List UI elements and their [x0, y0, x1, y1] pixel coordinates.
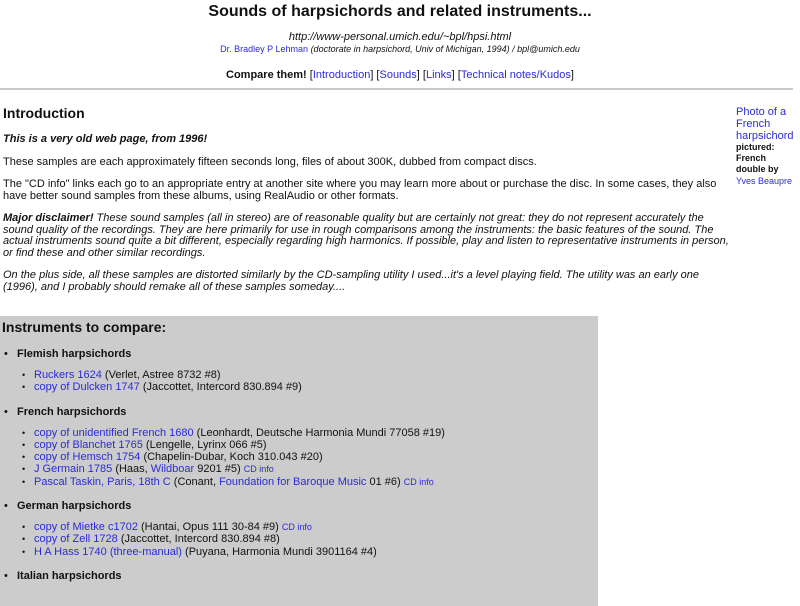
- list-item: [17, 451, 598, 463]
- category-name: • Flemish harpsichords: [17, 348, 132, 360]
- author-line: [0, 44, 800, 55]
- recording-details: (Leonhardt, Deutsche Harmonia Mundi 77058 #19): [193, 426, 445, 439]
- category-list: [0, 347, 598, 583]
- author-affiliation: (doctorate in harpsichord, Univ of Michigan, 1994) / bpl@umich.edu: [310, 44, 580, 54]
- cd-info-link[interactable]: CD info: [243, 464, 274, 475]
- disclaimer-label: Major disclaimer!: [3, 212, 94, 224]
- sample-link[interactable]: copy of Dulcken 1747: [34, 381, 140, 394]
- nav-link-links[interactable]: Links: [425, 69, 452, 81]
- recording-details: (Lengelle, Lyrinx 066 #5): [142, 438, 267, 451]
- list-item: [17, 439, 598, 451]
- sample-link[interactable]: H A Hass 1740 (three-manual): [34, 545, 182, 558]
- recording-details: (Jaccottet, Intercord 830.894 #9): [139, 381, 302, 394]
- nav-link-technical-notes[interactable]: Technical notes/Kudos: [460, 69, 571, 81]
- recording-details: 01 #6): [366, 475, 404, 488]
- list-item: [17, 546, 598, 558]
- category-name: • German harpsichords: [17, 500, 132, 513]
- author-link[interactable]: Dr. Bradley P Lehman: [220, 44, 309, 54]
- cd-info-link[interactable]: CD info: [403, 476, 434, 487]
- list-item: [17, 427, 598, 439]
- recording-details: (Jaccottet, Intercord 830.894 #8): [117, 533, 280, 546]
- category-french: [0, 405, 598, 488]
- compare-nav: Compare them! [Introduction] [Sounds] [Links] [Technical notes/Kudos]: [226, 69, 574, 81]
- recording-details: (Verlet, Astree 8732 #8): [101, 369, 221, 381]
- label-link[interactable]: Wildboar: [150, 463, 195, 476]
- instruments-panel: [0, 316, 598, 606]
- horizontal-divider: [0, 88, 793, 90]
- label-link[interactable]: Foundation for Baroque Music: [219, 475, 367, 488]
- sample-link[interactable]: copy of Zell 1728: [34, 533, 118, 546]
- samples-paragraph: These samples are each approximately fifteen seconds long, files of about 300K, dubbed from compact discs.: [3, 155, 537, 168]
- sample-link[interactable]: copy of Mietke c1702: [34, 521, 138, 534]
- sample-link[interactable]: Ruckers 1624: [34, 369, 102, 381]
- introduction-section: [3, 104, 733, 293]
- maker-link[interactable]: Yves Beaupre: [736, 176, 793, 186]
- list-item: [17, 463, 598, 475]
- page-header: [0, 0, 800, 82]
- recording-details: (Conant,: [170, 475, 220, 488]
- sample-link[interactable]: Pascal Taskin, Paris, 18th C: [34, 475, 171, 488]
- pictured-label: pictured: French double by: [736, 142, 779, 174]
- list-item: [17, 476, 598, 488]
- nav-link-introduction[interactable]: Introduction: [312, 69, 371, 81]
- photo-sidebar: [736, 106, 796, 187]
- recording-details: (Chapelin-Dubar, Koch 310.043 #20): [140, 451, 323, 464]
- list-item: [17, 369, 598, 381]
- cd-info-link[interactable]: CD info: [281, 522, 312, 533]
- nav-link-sounds[interactable]: Sounds: [379, 69, 417, 81]
- list-item: [17, 521, 598, 533]
- page-url: http://www-personal.umich.edu/~bpl/hpsi.html: [288, 31, 512, 43]
- recording-details: (Hantai, Opus 111 30-84 #9): [137, 521, 282, 534]
- category-german: [0, 499, 598, 558]
- list-item: [17, 533, 598, 545]
- plus-side-paragraph: On the plus side, all these samples are distorted similarly by the CD-sampling utility I used...it's a level playing field. The utility was an early one (1996), and I probably should remake all of these samples someday....: [3, 269, 700, 293]
- recording-details: (Haas,: [112, 463, 151, 476]
- compare-label: Compare them!: [226, 69, 307, 81]
- disclaimer-paragraph: [3, 213, 733, 259]
- instrument-list: [17, 521, 598, 558]
- category-italian: [0, 569, 598, 583]
- instrument-list: [17, 369, 598, 394]
- cd-info-paragraph: The "CD info" links each go to an appropriate entry at another site where you may learn more about or purchase the disc. In some cases, they also have better sound samples from these albums, using RealAudio or other formats.: [3, 178, 717, 202]
- introduction-heading: Introduction: [3, 105, 85, 121]
- sample-link[interactable]: copy of unidentified French 1680: [34, 426, 194, 439]
- sample-link[interactable]: copy of Blanchet 1765: [34, 438, 143, 451]
- old-page-notice: This is a very old web page, from 1996!: [3, 133, 208, 145]
- photo-link[interactable]: Photo of a French harpsichord: [736, 106, 794, 142]
- instruments-heading: Instruments to compare:: [2, 319, 167, 335]
- disclaimer-text: These sound samples (all in stereo) are of reasonable quality but are certainly not great: they do not represent accurately the sound quality of the recordings. They are here primarily for use in rough comparisons among the instruments: the basic features of the sound. The actual instruments sound quite a bit different, especially regarding high harmonics. If possible, play and listen to representative instruments in person, or find these and other similar recordings.: [3, 212, 729, 259]
- instrument-list: [17, 427, 598, 488]
- recording-details: 9201 #5): [194, 463, 244, 476]
- sample-link[interactable]: copy of Hemsch 1754: [34, 451, 141, 464]
- sample-link[interactable]: J Germain 1785: [34, 463, 113, 476]
- list-item: [17, 381, 598, 393]
- category-name: • Italian harpsichords: [17, 569, 122, 582]
- page-title: Sounds of harpsichords and related instruments...: [208, 3, 592, 20]
- category-name: • French harpsichords: [17, 405, 127, 418]
- recording-details: (Puyana, Harmonia Mundi 3901164 #4): [181, 545, 377, 558]
- category-flemish: [0, 347, 598, 394]
